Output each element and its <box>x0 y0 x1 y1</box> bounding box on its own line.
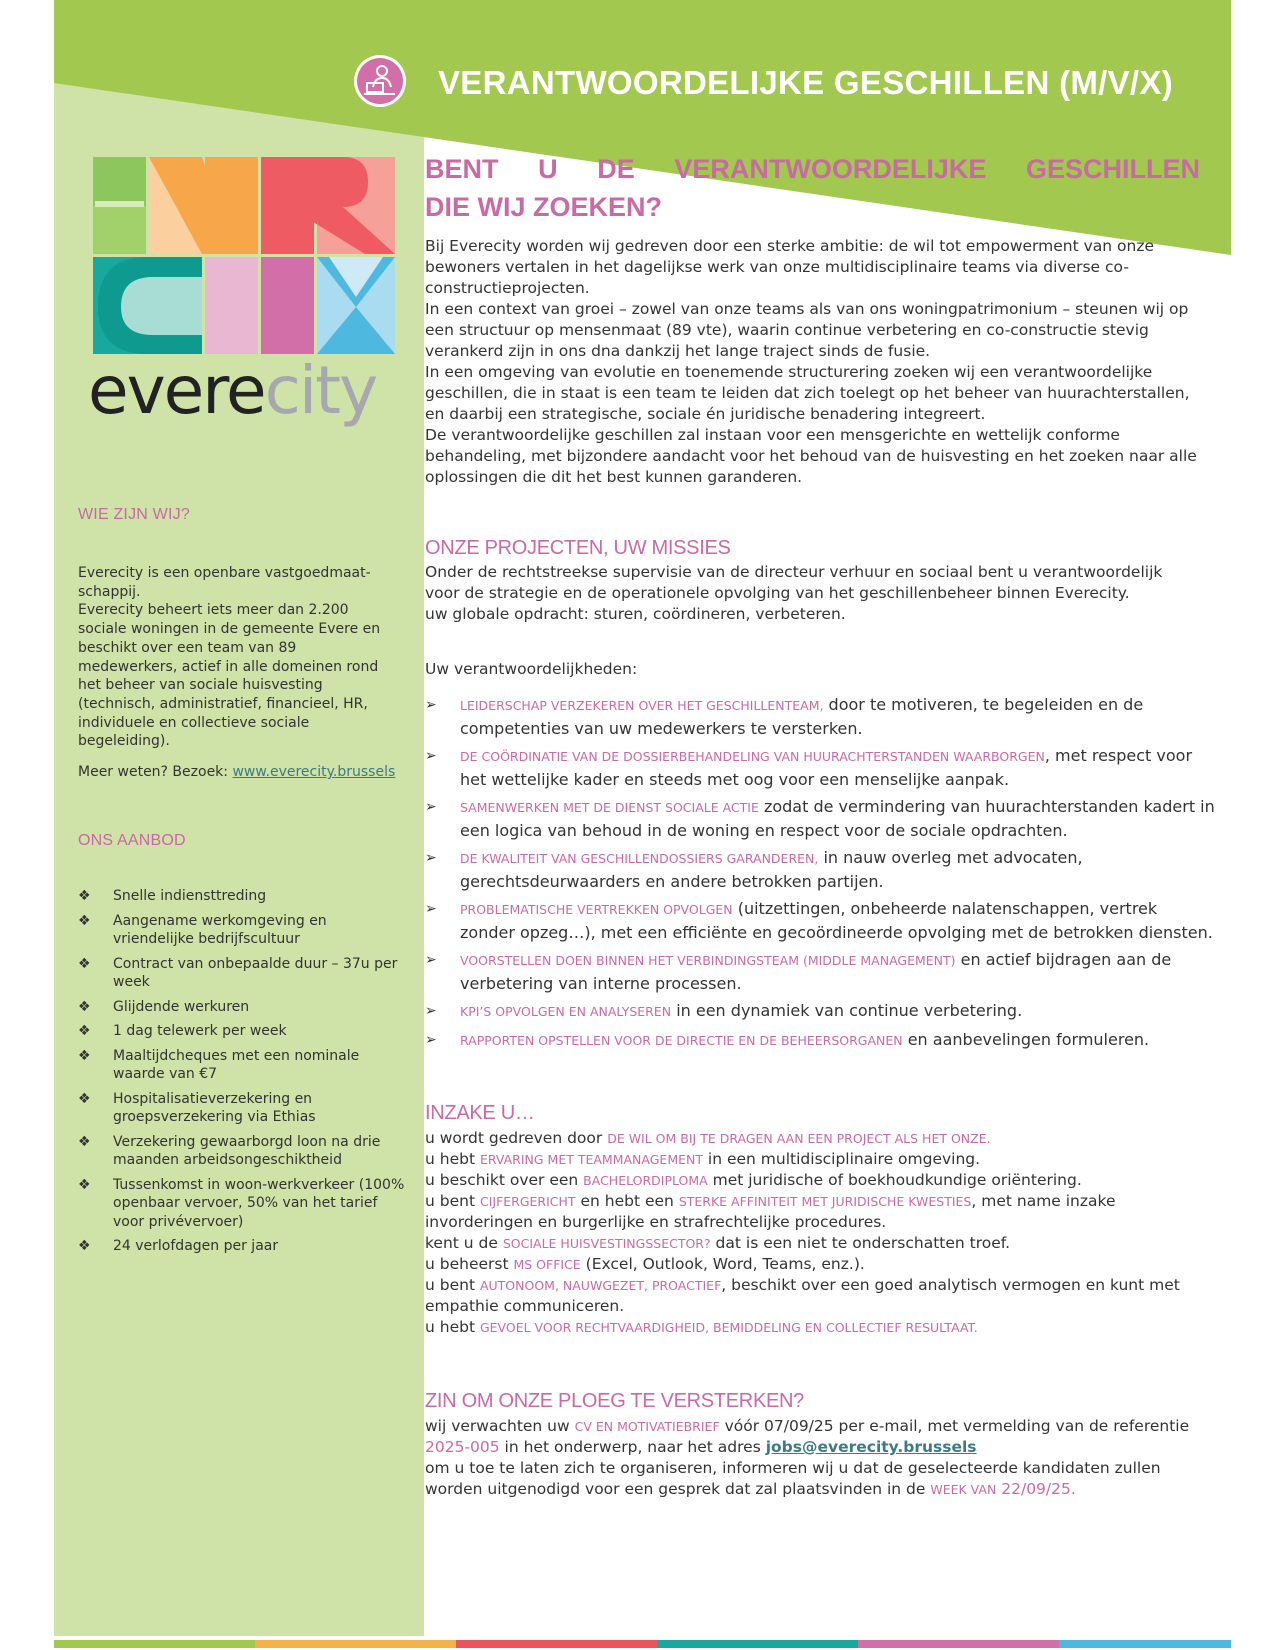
about-you-line: kent u de SOCIALE HUISVESTINGSSECTOR? dat is een niet te onderschatten troef. <box>425 1234 1011 1252</box>
arrow-bullet-icon: ➢ <box>425 1031 437 1048</box>
offer-item: ❖ Aangename werkomgeving en vriendelijke bedrijfscultuur <box>78 912 327 947</box>
diamond-bullet-icon: ❖ <box>78 1133 91 1150</box>
about-you-line: u beheerst MS OFFICE (Excel, Outlook, Word, Teams, enz.). <box>425 1255 865 1273</box>
more-info-line <box>78 763 396 782</box>
offer-item: ❖ Tussenkomst in woon-werkverkeer (100% openbaar vervoer, 50% van het tarief voor privévervoer) <box>78 1176 405 1230</box>
about-you-line: u bent AUTONOOM, NAUWGEZET, PROACTIEF, beschikt over een goed analytisch vermogen en kunt met empathie communiceren. <box>425 1276 1180 1315</box>
apply-heading: ZIN OM ONZE PLOEG TE VERSTERKEN? <box>425 1390 804 1412</box>
responsibility-item: ➢ RAPPORTEN OPSTELLEN VOOR DE DIRECTIE EN DE BEHEERSORGANEN en aanbevelingen formuleren. <box>425 1029 1215 1053</box>
offer-item: ❖ Hospitalisatieverzekering en groepsverzekering via Ethias <box>78 1090 316 1125</box>
who-are-we-text <box>78 564 396 751</box>
projects-paragraph: uw globale opdracht: sturen, coördineren, verbeteren. <box>425 605 846 623</box>
about-you-text <box>425 1128 1200 1338</box>
who-paragraph-1: Everecity is een openbare vastgoedmaat-schappij. <box>78 565 371 600</box>
arrow-bullet-icon: ➢ <box>425 952 437 968</box>
intro-paragraph: In een omgeving van evolutie en toenemende structurering zoeken wij een verantwoordelijke geschillen, die in staat is een team te leiden dat zich toelegt op het beheer van huurachterstallen, en daarbij een strategische, sociale én juridische benadering integreert. <box>425 363 1190 423</box>
diamond-bullet-icon: ❖ <box>78 912 91 929</box>
apply-paragraph: om u toe te laten zich te organiseren, informeren wij u dat de geselecteerde kandidaten zullen worden uitgenodigd voor een gesprek dat zal plaatsvinden in de WEEK VAN 22/09/25. <box>425 1459 1161 1498</box>
intro-heading: BENT U DE VERANTWOORDELIJKE GESCHILLEN DIE WIJ ZOEKEN? <box>425 154 1200 222</box>
arrow-bullet-icon: ➢ <box>425 799 437 815</box>
apply-paragraph: wij verwachten uw CV EN MOTIVATIEBRIEF vóór 07/09/25 per e-mail, met vermelding van de referentie 2025-005 in het onderwerp, naar het adres jobs@everecity.brussels <box>425 1417 1190 1456</box>
responsibility-item: ➢ VOORSTELLEN DOEN BINNEN HET VERBINDINGSTEAM (MIDDLE MANAGEMENT) en actief bijdragen aan de verbetering van interne processen. <box>425 950 1172 993</box>
footer-stripe-segment <box>657 1640 858 1648</box>
offer-heading: ONS AANBOD <box>78 832 186 849</box>
diamond-bullet-icon: ❖ <box>78 1023 91 1039</box>
arrow-bullet-icon: ➢ <box>425 748 437 764</box>
about-you-line: u bent CIJFERGERICHT en hebt een STERKE AFFINITEIT MET JURIDISCHE KWESTIES, met name inzake invorderingen en burgerlijke en strafrechtelijke procedures. <box>425 1192 1116 1231</box>
offer-item: ❖ 1 dag telewerk per week <box>78 1023 287 1039</box>
who-are-we-heading: WIE ZIJN WIJ? <box>78 506 190 523</box>
projects-heading: ONZE PROJECTEN, UW MISSIES <box>425 537 731 559</box>
responsibility-item: ➢ SAMENWERKEN MET DE DIENST SOCIALE ACTIE zodat de vermindering van huurachterstanden kadert in een logica van behoud in de woning en respect voor de sociale opdrachten. <box>425 797 1215 840</box>
responsibility-item: ➢ PROBLEMATISCHE VERTREKKEN OPVOLGEN (uitzettingen, onbeheerde nalatenschappen, vertrek zonder opzeg…), met een efficiënte en gecoördineerde opvolging met de betrokken diensten. <box>425 899 1213 942</box>
diamond-bullet-icon: ❖ <box>78 1090 91 1107</box>
footer-stripe-segment <box>456 1640 657 1648</box>
offer-item: ❖ Verzekering gewaarborgd loon na drie maanden arbeidsongeschiktheid <box>78 1133 381 1168</box>
person-laptop-icon <box>353 54 407 108</box>
offer-item: ❖ Contract van onbepaalde duur – 37u per week <box>78 955 398 990</box>
about-you-line: u wordt gedreven door DE WIL OM BIJ TE DRAGEN AAN EEN PROJECT ALS HET ONZE. <box>425 1129 991 1147</box>
diamond-bullet-icon: ❖ <box>78 1238 91 1254</box>
diamond-bullet-icon: ❖ <box>78 998 91 1015</box>
who-paragraph-2: Everecity beheert iets meer dan 2.200 sociale woningen in de gemeente Evere en beschikt over een team van 89 medewerkers, actief in alle domeinen rond het beheer van sociale huisvesting (technisch, administratief, financieel, HR, individuele en collectieve sociale begeleiding). <box>78 602 381 750</box>
footer-stripe-segment <box>1059 1640 1231 1648</box>
projects-paragraph: Onder de rechtstreekse supervisie van de directeur verhuur en sociaal bent u verantwoordelijk voor de strategie en de operationele opvolging van het geschillenbeheer binnen Everecity. <box>425 563 1163 602</box>
intro-paragraph: De verantwoordelijke geschillen zal instaan voor een mensgerichte en wettelijk conforme behandeling, met bijzondere aandacht voor het behoud van de huisvesting en het zoeken naar alle oplossingen die dit het best kunnen garanderen. <box>425 426 1197 486</box>
responsibility-item: ➢ KPI’S OPVOLGEN EN ANALYSEREN in een dynamiek van continue verbetering. <box>425 1000 1215 1024</box>
diamond-bullet-icon: ❖ <box>78 1176 91 1193</box>
footer-stripe-segment <box>54 1640 255 1648</box>
page-title: VERANTWOORDELIJKE GESCHILLEN (M/V/X) <box>438 64 1173 101</box>
responsibilities-label: Uw verantwoordelijkheden: <box>425 660 638 678</box>
intro-text <box>425 236 1200 488</box>
offer-item: ❖ Maaltijdcheques met een nominale waarde van €7 <box>78 1047 360 1082</box>
apply-text <box>425 1416 1200 1500</box>
arrow-bullet-icon: ➢ <box>425 697 437 713</box>
responsibilities-list <box>425 694 1215 1057</box>
arrow-bullet-icon: ➢ <box>425 850 437 866</box>
about-you-line: u hebt ERVARING MET TEAMMANAGEMENT in een multidisciplinaire omgeving. <box>425 1150 981 1168</box>
diamond-bullet-icon: ❖ <box>78 955 91 972</box>
arrow-bullet-icon: ➢ <box>425 1003 437 1019</box>
projects-text <box>425 562 1200 625</box>
reference-number: 2025-005 <box>425 1438 500 1456</box>
intro-paragraph: Bij Everecity worden wij gedreven door een sterke ambitie: de wil tot empowerment van onze bewoners vertalen in het dagelijkse werk van onze multidisciplinaire teams via diverse co-constructieprojecten. <box>425 237 1154 297</box>
footer-stripe-segment <box>858 1640 1059 1648</box>
responsibility-item: ➢ DE COÖRDINATIE VAN DE DOSSIERBEHANDELING VAN HUURACHTERSTANDEN WAARBORGEN, met respect voor het wettelijke kader en steeds met oog voor een menselijke aanpak. <box>425 746 1193 789</box>
everecity-logo-graphic <box>93 157 395 357</box>
everecity-logo-text: everecity <box>88 352 377 429</box>
responsibility-item: ➢ LEIDERSCHAP VERZEKEREN OVER HET GESCHILLENTEAM, door te motiveren, te begeleiden en de competenties van uw medewerkers te versterken. <box>425 695 1144 738</box>
more-info-label: Meer weten? Bezoek: <box>78 764 233 780</box>
website-link[interactable]: www.everecity.brussels <box>232 764 396 780</box>
offer-item: ❖ Glijdende werkuren <box>78 998 250 1015</box>
offer-item: ❖ 24 verlofdagen per jaar <box>78 1238 279 1254</box>
arrow-bullet-icon: ➢ <box>425 901 437 917</box>
offer-list <box>78 887 408 1262</box>
diamond-bullet-icon: ❖ <box>78 888 91 904</box>
offer-item: ❖ Snelle indiensttreding <box>78 888 267 904</box>
email-link[interactable]: jobs@everecity.brussels <box>765 1438 977 1456</box>
about-you-line: u hebt GEVOEL VOOR RECHTVAARDIGHEID, BEMIDDELING EN COLLECTIEF RESULTAAT. <box>425 1318 978 1336</box>
intro-paragraph: In een context van groei – zowel van onze teams als van ons woningpatrimonium – steunen wij op een structuur op mensenmaat (89 vte), waarin continue verbetering en co-constructie stevig verankerd zijn in ons dna dankzij het lange traject sinds de fusie. <box>425 300 1189 360</box>
diamond-bullet-icon: ❖ <box>78 1047 91 1064</box>
responsibility-item: ➢ DE KWALITEIT VAN GESCHILLENDOSSIERS GARANDEREN, in nauw overleg met advocaten, gerechtsdeurwaarders en andere betrokken partijen. <box>425 848 1083 891</box>
about-you-heading: INZAKE U… <box>425 1102 535 1124</box>
about-you-line: u beschikt over een BACHELORDIPLOMA met juridische of boekhoudkundige oriëntering. <box>425 1171 1082 1189</box>
footer-stripe-segment <box>255 1640 456 1648</box>
